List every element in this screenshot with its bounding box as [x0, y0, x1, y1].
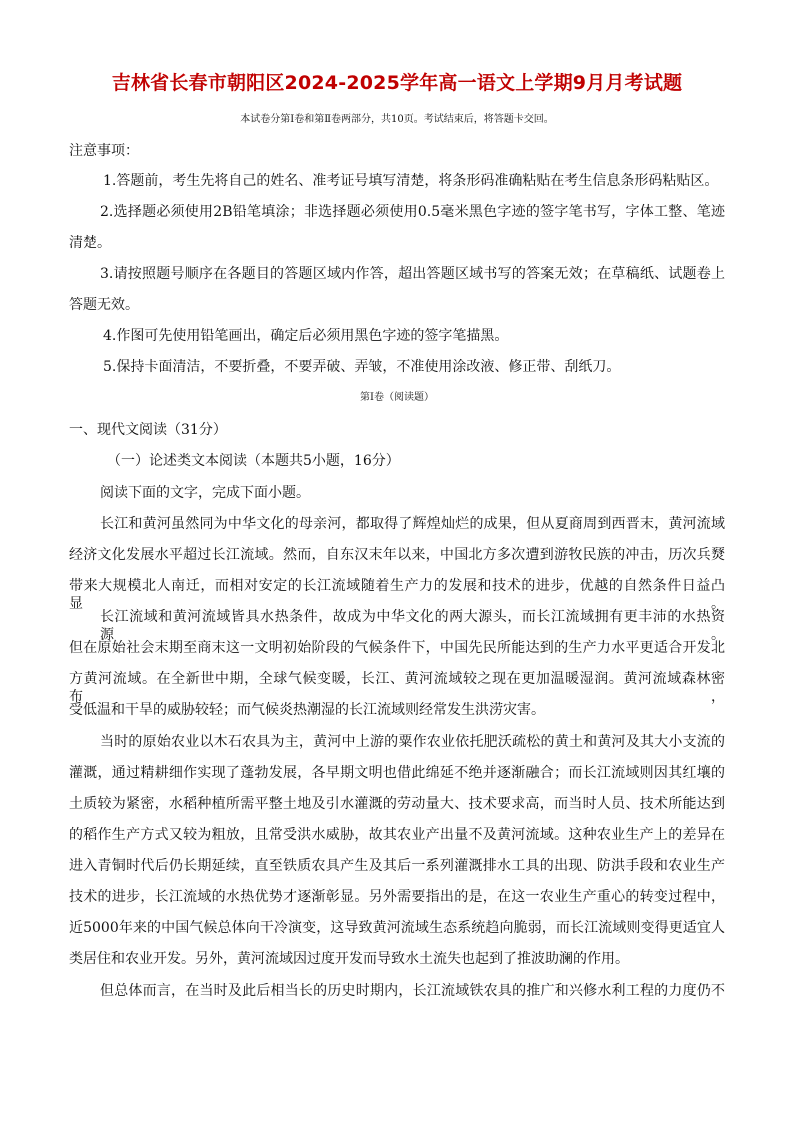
note-3-line-1: 3.请按照题号顺序在各题目的答题区域内作答，超出答题区域书写的答案无效；在草稿纸、试题卷上 — [100, 266, 725, 282]
notes-heading: 注意事项： — [69, 143, 139, 159]
paragraph-3-line-5: 进入青铜时代后仍长期延续，直至铁质农具产生及其后一系列灌溉排水工具的出现、防洪手段和农业生产 — [69, 858, 725, 874]
paragraph-4-line-1: 但总体而言，在当时及此后相当长的历史时期内，长江流域铁农具的推广和兴修水利工程的力度仍不 — [100, 983, 725, 999]
section-heading: 一、现代文阅读（31分） — [69, 422, 227, 438]
paragraph-1-line-3: 带来大规模北人南迁，而相对安定的长江流域随着生产力的发展和技术的进步，优越的自然条件日益凸显。 — [69, 578, 725, 612]
exam-intro: 本试卷分第Ⅰ卷和第Ⅱ卷两部分，共10页。考试结束后，将答题卡交回。 — [240, 114, 554, 125]
paragraph-3-line-6: 技术的进步，长江流域的水热优势才逐渐彰显。另外需要指出的是，在这一农业生产重心的转变过程中， — [69, 889, 725, 905]
paragraph-3-line-7: 近5000年来的中国气候总体向干冷演变，这导致黄河流域生态系统趋向脆弱，而长江流域则变得更适宜人 — [69, 920, 725, 936]
note-4: 4.作图可先使用铅笔画出，确定后必须用黑色字迹的签字笔描黑。 — [103, 328, 509, 344]
paragraph-2-line-1: 长江流域和黄河流域皆具水热条件，故成为中华文化的两大源头，而长江流域拥有更丰沛的水热资源。 — [100, 609, 725, 643]
volume-title: 第Ⅰ卷（阅读题） — [360, 392, 434, 403]
note-5: 5.保持卡面清洁，不要折叠，不要弄破、弄皱，不准使用涂改液、修正带、刮纸刀。 — [103, 359, 621, 375]
note-3-line-2: 答题无效。 — [69, 297, 139, 313]
document-title: 吉林省长春市朝阳区2024-2025学年高一语文上学期9月月考试题 — [111, 72, 683, 94]
note-2-line-2: 清楚。 — [69, 235, 111, 251]
paragraph-2-line-2: 但在原始社会末期至商末这一文明初始阶段的气候条件下，中国先民所能达到的生产力水平更适合开发北 — [69, 640, 725, 656]
subsection-heading: （一）论述类文本阅读（本题共5小题，16分） — [107, 453, 400, 469]
paragraph-3-line-1: 当时的原始农业以木石农具为主，黄河中上游的粟作农业依托肥沃疏松的黄土和黄河及其大小支流的 — [100, 734, 725, 750]
paragraph-3-line-2: 灌溉，通过精耕细作实现了蓬勃发展，各早期文明也借此绵延不绝并逐渐融合；而长江流域则因其红壤的 — [69, 765, 725, 781]
paragraph-1-line-1: 长江和黄河虽然同为中华文化的母亲河，都取得了辉煌灿烂的成果，但从夏商周到西晋末，黄河流域 — [100, 516, 725, 532]
paragraph-2-line-3: 方黄河流域。在全新世中期，全球气候变暖，长江、黄河流域较之现在更加温暖湿润。黄河流域森林密布， — [69, 671, 725, 705]
paragraph-3-line-4: 的稻作生产方式又较为粗放，且常受洪水威胁，故其农业产出量不及黄河流域。这种农业生产上的差异在 — [69, 827, 725, 843]
paragraph-1-line-2: 经济文化发展水平超过长江流域。然而，自东汉末年以来，中国北方多次遭到游牧民族的冲击，历次兵燹 — [69, 547, 725, 563]
paragraph-3-line-8: 类居住和农业开发。另外，黄河流域因过度开发而导致水土流失也起到了推波助澜的作用。 — [69, 951, 629, 967]
note-2-line-1: 2.选择题必须使用2B铅笔填涂；非选择题必须使用0.5毫米黑色字迹的签字笔书写，字体工整、笔迹 — [100, 204, 725, 220]
paragraph-3-line-3: 土质较为紧密，水稻种植所需平整土地及引水灌溉的劳动量大、技术要求高，而当时人员、技术所能达到 — [69, 796, 725, 812]
note-1: 1.答题前，考生先将自己的姓名、准考证号填写清楚，将条形码准确粘贴在考生信息条形码粘贴区。 — [103, 173, 719, 189]
reading-instruction: 阅读下面的文字，完成下面小题。 — [100, 485, 310, 501]
paragraph-2-line-4: 受低温和干旱的威胁较轻；而气候炎热潮湿的长江流域则经常发生洪涝灾害。 — [69, 702, 545, 718]
